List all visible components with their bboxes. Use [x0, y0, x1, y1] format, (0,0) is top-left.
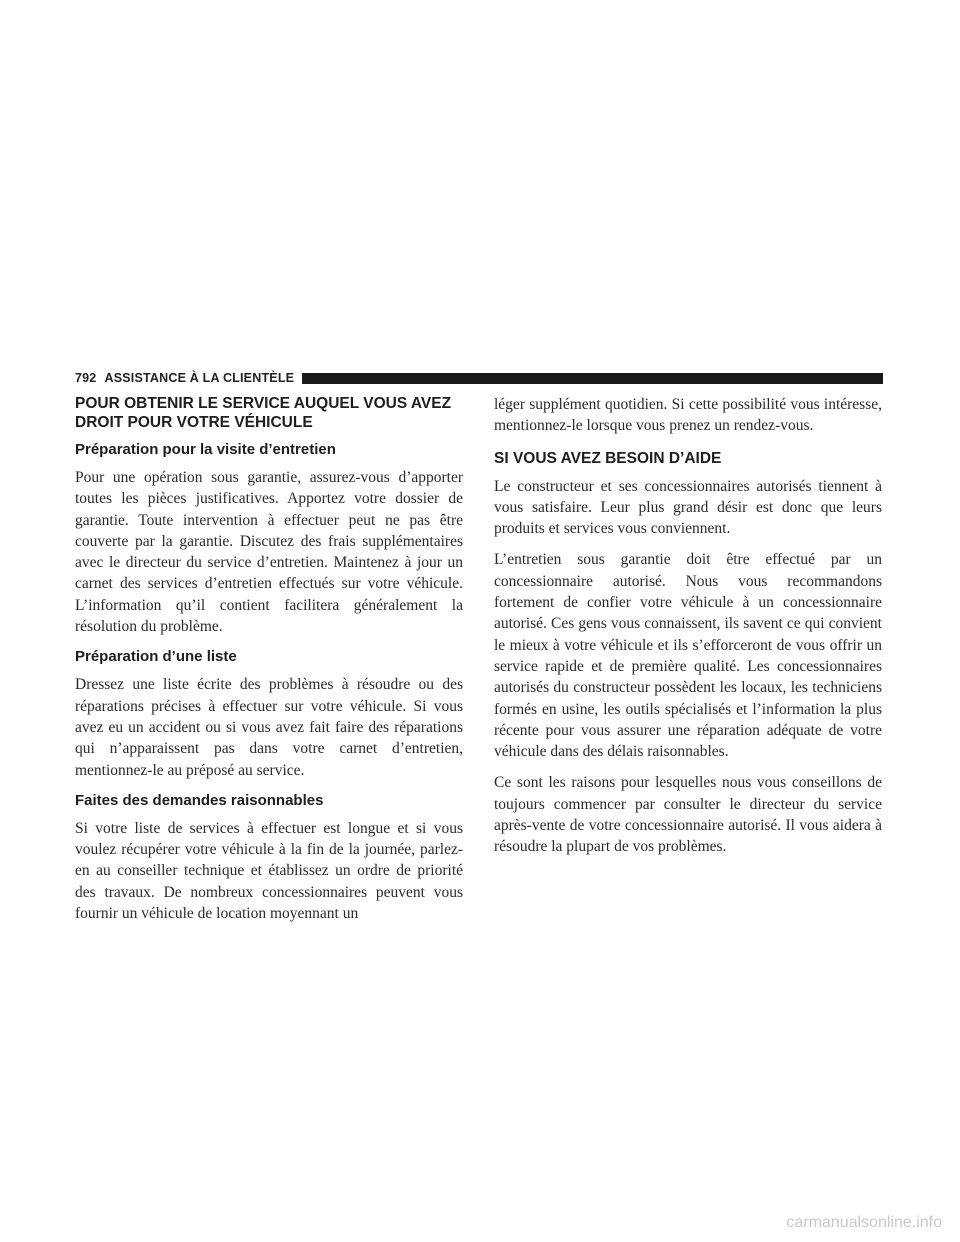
left-column — [75, 394, 463, 934]
subheading-reasonable-requests: Faites des demandes raisonnables — [75, 791, 324, 809]
page-number: 792 — [75, 371, 97, 385]
paragraph-advice: Ce sont les raisons pour lesquelles nous vous conseillons de toujours commencer par consulter le directeur du service après-vente de votre concessionnaire autorisé. Il vous aidera à résoudre la plupart de vos problèmes. — [494, 774, 882, 856]
subheading-list-preparation: Préparation d’une liste — [75, 648, 237, 666]
subheading-visit-preparation: Préparation pour la visite d’entretien — [75, 441, 336, 458]
paragraph-reasonable-requests: Si votre liste de services à effectuer est longue et si vous voulez récupérer votre véhicule à la fin de la journée, parlez-en au conseiller technique et établissez un ordre de priorité des travaux. De nombreux concessionnaires peuvent vous fournir un véhicule de location moyennant un — [75, 819, 463, 923]
section-heading-service: POUR OBTENIR LE SERVICE AUQUEL VOUS AVEZ DROIT POUR VOTRE VÉHICULE — [75, 395, 452, 431]
watermark-text: carmanualsonline.info — [786, 1214, 942, 1231]
section-title: ASSISTANCE À LA CLIENTÈLE — [104, 371, 295, 385]
section-heading-help: SI VOUS AVEZ BESOIN D’AIDE — [494, 449, 722, 467]
paragraph-continuation: léger supplément quotidien. Si cette possibilité vous intéresse, mentionnez-le lorsque vous prenez un rendez-vous. — [494, 396, 882, 435]
paragraph-help-intro: Le constructeur et ses concessionnaires autorisés tiennent à vous satisfaire. Leur plus grand désir est donc que leurs produits et services vous conviennent. — [494, 477, 882, 538]
page-header — [75, 370, 883, 386]
paragraph-warranty-service: L’entretien sous garantie doit être effectué par un concessionnaire autorisé. Nous vous recommandons fortement de confier votre véhicule à un concessionnaire autorisé. Ces gens vous connaissent, ils savent ce qui convient le mieux à votre véhicule et ils s’efforceront de vous offrir un service rapide et de première qualité. Les concessionnaires autorisés du constructeur possèdent les locaux, les techniciens formés en usine, les outils spécialisés et l’information la plus récente pour vous assurer une réparation adéquate de votre véhicule dans des délais raisonnables. — [494, 551, 882, 761]
header-rule — [302, 373, 883, 384]
right-column — [494, 394, 882, 868]
paragraph-visit-preparation: Pour une opération sous garantie, assurez-vous d’apporter toutes les pièces justificatives. Apportez votre dossier de garantie. Toute intervention à effectuer peut ne pas être couverte par la garantie. Discutez des frais supplémentaires avec le directeur du service d’entretien. Maintenez à jour un carnet des services d’entretien effectués sur votre véhicule. L’information qu’il contient facilitera généralement la résolution du problème. — [75, 469, 463, 636]
paragraph-list-preparation: Dressez une liste écrite des problèmes à résoudre ou des réparations précises à effectuer sur votre véhicule. Si vous avez eu un accident ou si vous avez fait faire des réparations qui n’apparaissent pas dans votre carnet d’entretien, mentionnez-le au préposé au service. — [75, 676, 463, 779]
